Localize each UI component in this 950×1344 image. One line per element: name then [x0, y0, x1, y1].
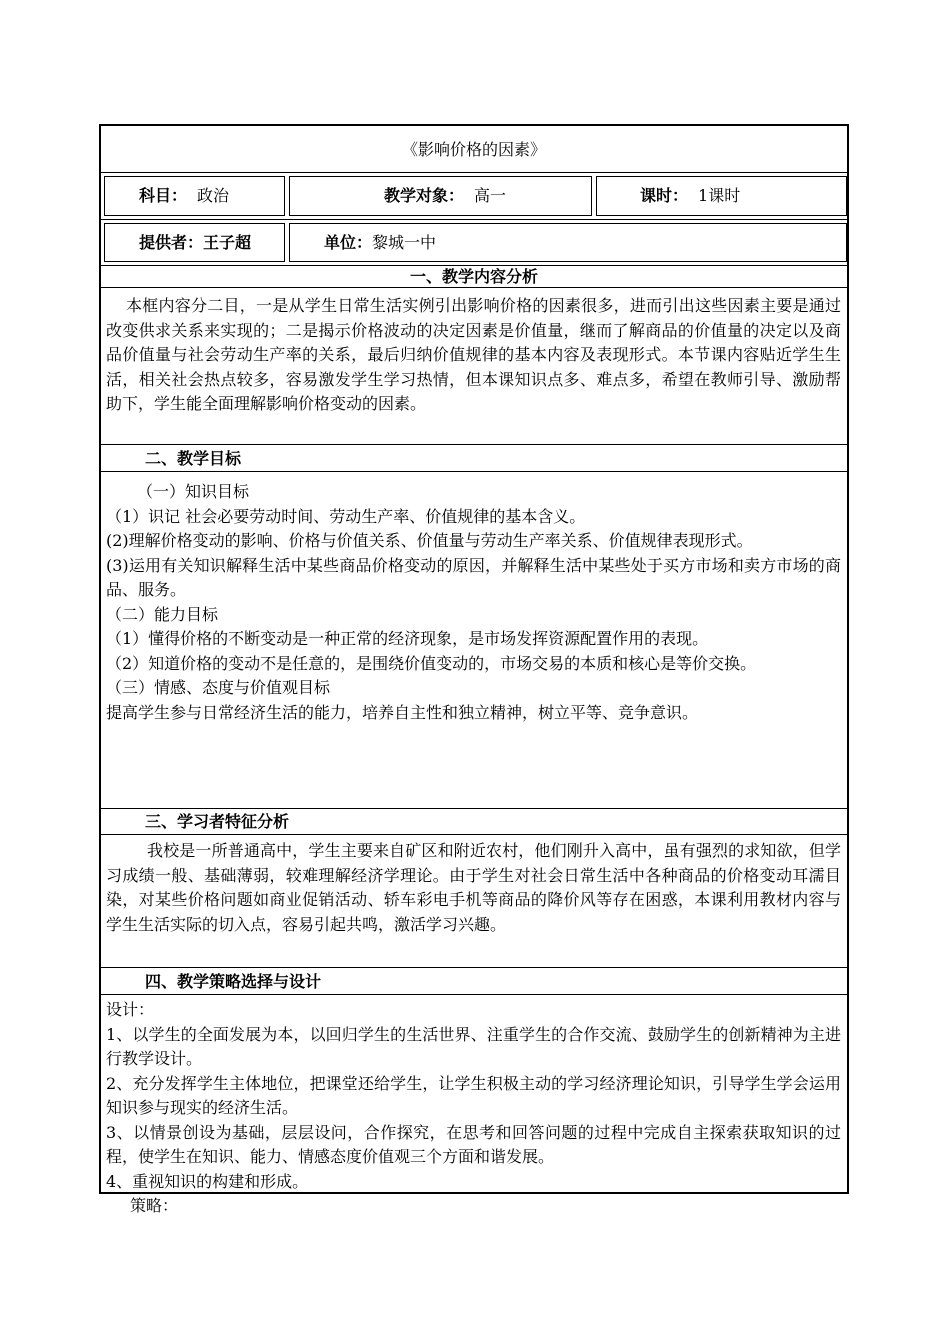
section3-heading: 三、学习者特征分析 — [145, 812, 290, 831]
info-row-2 — [101, 220, 847, 266]
design-item-2: 2、充分发挥学生主体地位，把课堂还给学生，让学生积极主动的学习经济理论知识，引导学生学会运用知识参与现实的经济生活。 — [106, 1073, 841, 1117]
strategy-label: 策略： — [130, 1196, 179, 1215]
audience-value: 高一 — [474, 186, 507, 205]
design-item-4: 4、重视知识的构建和形成。 — [106, 1171, 309, 1191]
ability-goal-1: （1）懂得价格的不断变动是一种正常的经济现象，是市场发挥资源配置作用的表现。 — [106, 629, 709, 648]
unit-value: 黎城一中 — [372, 233, 437, 252]
lesson-plan-table — [99, 124, 849, 1215]
audience-cell — [289, 176, 592, 216]
ability-goal-2: （2）知道价格的变动不是任意的，是围绕价值变动的，市场交易的本质和核心是等价交换。 — [106, 653, 757, 673]
section4-heading: 四、教学策略选择与设计 — [145, 972, 322, 991]
unit-label: 单位： — [324, 233, 373, 252]
section1-text: 本框内容分二目，一是从学生日常生活实例引出影响价格的因素很多，进而引出这些因素主要是通过改变供求关系来实现的；二是揭示价格波动的决定因素是价值量，继而了解商品的价值量的决定以及商品价值量与社会劳动生产率的关系，最后归纳价值规律的基本内容及表现形式。本节课内容贴近学生生活，相关社会热点较多，容易激发学生学习热情，但本课知识点多、难点多，希望在教师引导、激励帮助下，学生能全面理解影响价格变动的因素。 — [106, 296, 841, 413]
section1-heading-row — [101, 266, 847, 288]
knowledge-goal-1: （1）识记 社会必要劳动时间、劳动生产率、价值规律的基本含义。 — [106, 506, 586, 526]
subject-cell — [104, 176, 285, 216]
subject-value: 政治 — [197, 186, 230, 205]
section2-body — [101, 472, 847, 809]
section3-body — [101, 835, 847, 968]
emotion-goal-1: 提高学生参与日常经济生活的能力，培养自主性和独立精神，树立平等、竞争意识。 — [106, 702, 699, 722]
hours-label: 课时： — [640, 186, 689, 205]
document-title: 《影响价格的因素》 — [101, 126, 847, 173]
design-label: 设计： — [106, 1000, 155, 1019]
provider-cell — [104, 223, 285, 262]
hours-cell — [596, 176, 847, 216]
ability-goal-heading: （二）能力目标 — [106, 604, 219, 624]
section4-body — [101, 995, 847, 1219]
section2-heading-row — [101, 445, 847, 472]
section2-heading: 二、教学目标 — [145, 449, 242, 468]
provider: 提供者：王子超 — [139, 233, 252, 252]
section3-heading-row — [101, 809, 847, 835]
audience-label: 教学对象： — [384, 186, 465, 205]
knowledge-goal-2: (2)理解价格变动的影响、价格与价值关系、价值量与劳动生产率关系、价值规律表现形式。 — [106, 531, 753, 550]
section4-heading-row — [101, 968, 847, 995]
section1-body — [101, 288, 847, 445]
info-row-1 — [101, 173, 847, 220]
unit-cell — [289, 223, 847, 262]
design-item-1: 1、以学生的全面发展为本，以回归学生的生活世界、注重学生的合作交流、鼓励学生的创新精神为主进行教学设计。 — [106, 1024, 841, 1068]
emotion-goal-heading: （三）情感、态度与价值观目标 — [106, 678, 331, 697]
hours-value: 1课时 — [698, 186, 741, 205]
knowledge-goal-heading: （一）知识目标 — [137, 482, 250, 501]
subject-label: 科目： — [139, 186, 188, 205]
section3-text: 我校是一所普通高中，学生主要来自矿区和附近农村，他们刚升入高中，虽有强烈的求知欲，但学习成绩一般、基础薄弱，较难理解经济学理论。由于学生对社会日常生活中各种商品的价格变动耳濡目染，对某些价格问题如商业促销活动、轿车彩电手机等商品的降价风等存在困惑，本课利用教材内容与学生生活实际的切入点，容易引起共鸣，激活学习兴趣。 — [106, 841, 841, 934]
knowledge-goal-3: (3)运用有关知识解释生活中某些商品价格变动的原因，并解释生活中某些处于买方市场和卖方市场的商品、服务。 — [106, 555, 841, 599]
design-item-3: 3、以情景创设为基础，层层设问，合作探究，在思考和回答问题的过程中完成自主探索获取知识的过程，使学生在知识、能力、情感态度价值观三个方面和谐发展。 — [106, 1122, 841, 1166]
section1-heading: 一、教学内容分析 — [409, 267, 538, 286]
